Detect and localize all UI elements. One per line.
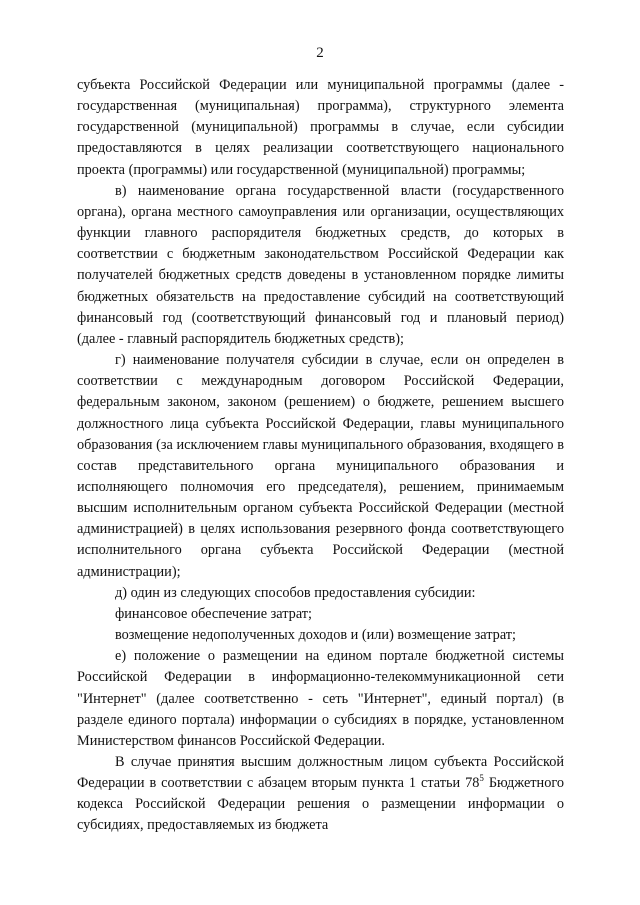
paragraph-last-start: В случае принятия высшим должностным лицом субъекта Российской Федерации в соответствии с абзацем вторым пункта 1 статьи 78 [77,754,564,792]
paragraph-option-reimbursement: возмещение недополученных доходов и (или) возмещение затрат; [115,627,517,644]
paragraph-last-end: Бюджетного кодекса Российской Федерации решения о размещении информации о субсидиях, предоставляемых из бюджета [77,775,564,834]
paragraph-last [77,752,564,837]
page-number: 2 [316,45,324,61]
superscript-article-index: 5 [479,773,484,784]
paragraph-item-e: е) положение о размещении на едином портале бюджетной системы Российской Федерации в информационно-телекоммуникационной сети "Интернет" (далее соответственно - сеть "Интернет", единый портал) (в разделе единого портала) информации о субсидиях в порядке, установленном Министерством финансов Российской Федерации. [77,648,564,749]
paragraph-item-g: г) наименование получателя субсидии в случае, если он определен в соответствии с международным договором Российской Федерации, федеральным законом, законом (решением) о бюджете, решением высшего должностного лица субъекта Российской Федерации, главы муниципального образования (за исключением главы муниципального образования, входящего в состав представительного органа муниципального образования и исполняющего полномочия его председателя), решением, принимаемым высшим исполнительным органом субъекта Российской Федерации (местной администрацией) в целях использования резервного фонда соответствующего исполнительного органа субъекта Российской Федерации (местной администрации); [77,352,564,580]
paragraph-continuation: субъекта Российской Федерации или муниципальной программы (далее - государственная (муниципальная) программа), структурного элемента государственной (муниципальной) программы в случае, если субсидии предоставляются в целях реализации соответствующего национального проекта (программы) или государственной (муниципальной) программы; [77,77,564,178]
paragraph-option-financing: финансовое обеспечение затрат; [115,605,313,622]
paragraph-item-v: в) наименование органа государственной власти (государственного органа), органа местного самоуправления или организации, осуществляющих функции главного распорядителя бюджетных средств, до которых в соответствии с бюджетным законодательством Российской Федерации как получателей бюджетных средств доведены в установленном порядке лимиты бюджетных обязательств на предоставление субсидий на соответствующий финансовый год (соответствующий финансовый год и плановый период) (далее - главный распорядитель бюджетных средств); [77,182,564,347]
document-body [77,75,564,837]
paragraph-item-d: д) один из следующих способов предоставления субсидии: [115,584,476,601]
